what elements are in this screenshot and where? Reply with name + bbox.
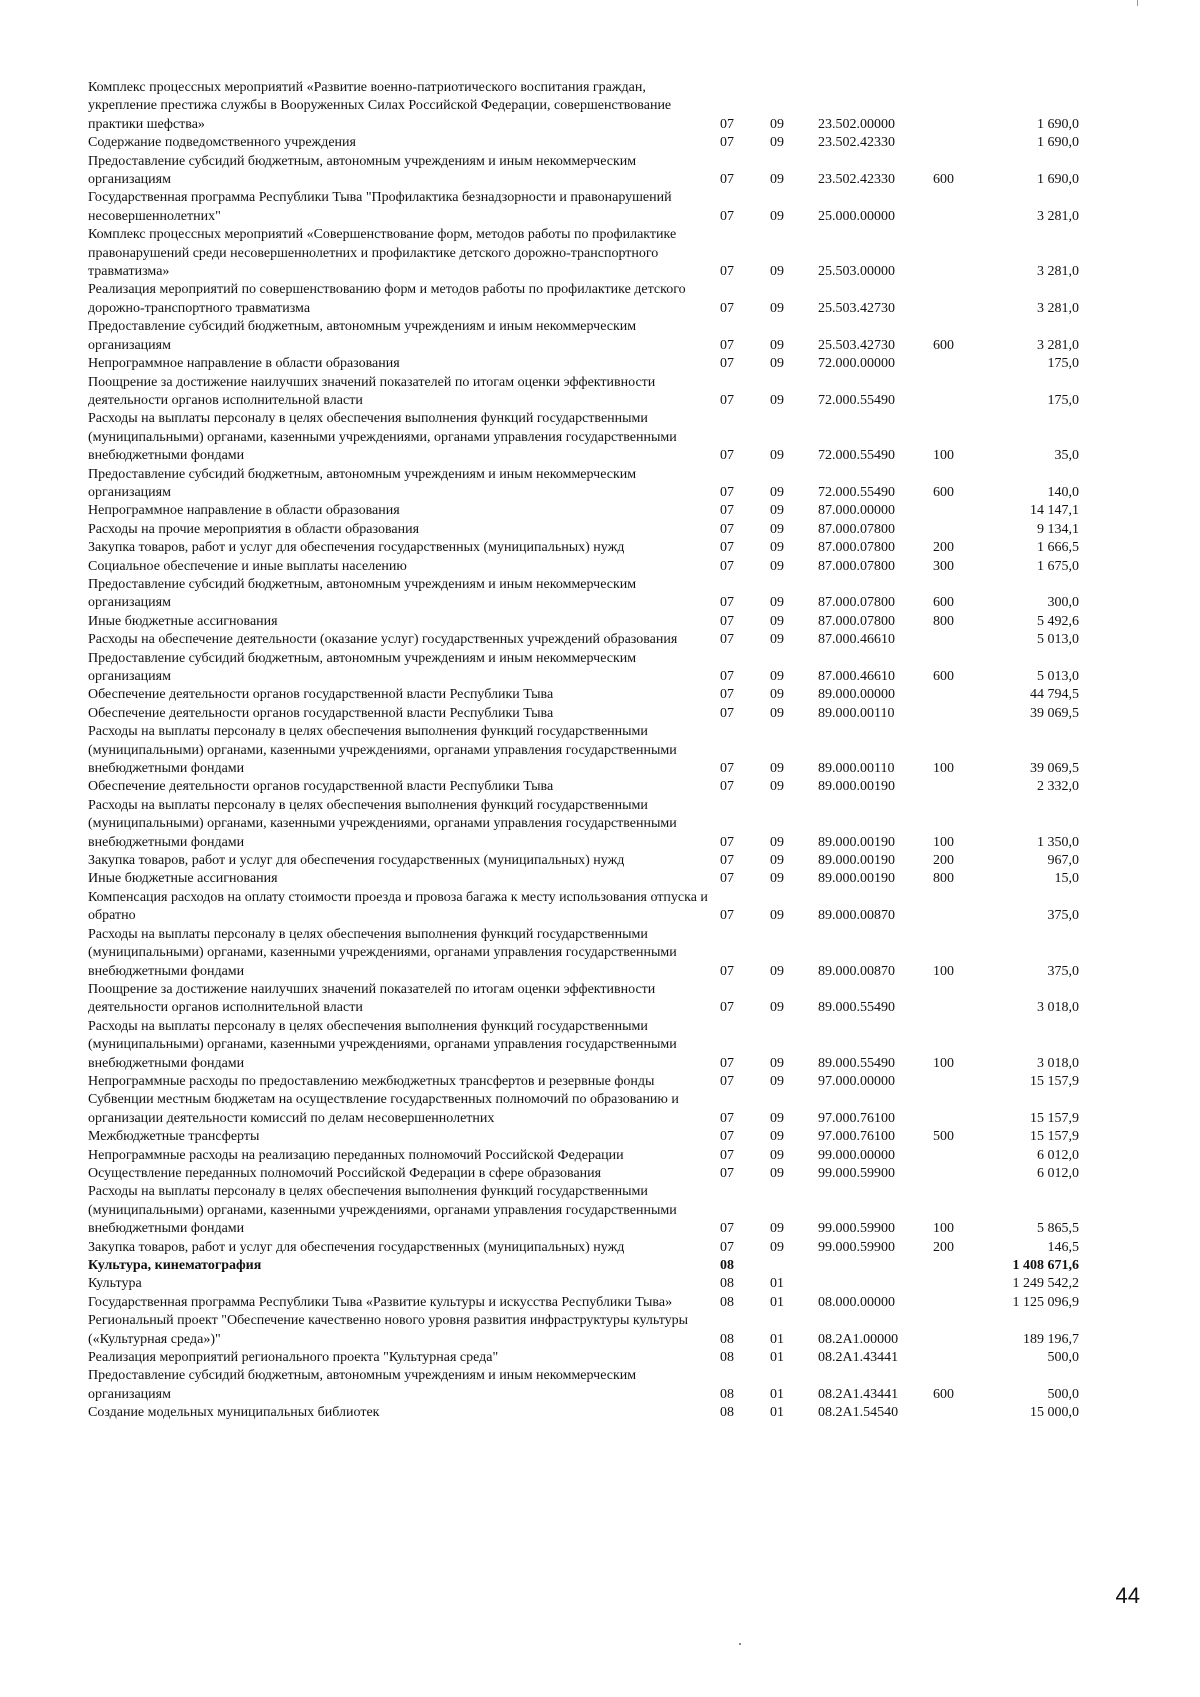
row-subsection: 09 (770, 908, 784, 924)
row-section: 07 (720, 705, 734, 721)
table-row (88, 502, 1128, 520)
row-target-article: 89.000.00190 (818, 853, 895, 869)
table-row (88, 981, 1128, 1018)
row-section: 07 (720, 779, 734, 795)
row-subsection: 09 (770, 632, 784, 648)
row-amount: 2 332,0 (1037, 779, 1079, 795)
row-amount: 300,0 (1047, 595, 1079, 611)
row-name: Поощрение за достижение наилучших значений показателей по итогам оценки эффективности деятельности органов исполнительной власти (88, 374, 656, 408)
row-expense-type: 600 (933, 595, 954, 611)
row-amount: 375,0 (1047, 963, 1079, 979)
row-target-article: 89.000.00190 (818, 834, 895, 850)
row-name: Обеспечение деятельности органов государственной власти Республики Тыва (88, 779, 554, 795)
row-amount: 3 018,0 (1037, 1055, 1079, 1071)
row-subsection: 09 (770, 484, 784, 500)
row-subsection: 01 (770, 1294, 784, 1310)
row-name: Обеспечение деятельности органов государственной власти Республики Тыва (88, 705, 554, 721)
row-amount: 146,5 (1047, 1239, 1079, 1255)
row-section: 07 (720, 1129, 734, 1145)
row-amount: 3 018,0 (1037, 1000, 1079, 1016)
row-target-article: 23.502.42330 (818, 135, 895, 151)
row-section: 08 (720, 1405, 734, 1421)
row-name: Содержание подведомственного учреждения (88, 135, 356, 151)
row-name: Расходы на выплаты персоналу в целях обеспечения выполнения функций государственными (муниципальными) органами, казенными учреждениями, органами управления государственными внебюджетными фондами (88, 1018, 677, 1071)
row-section: 07 (720, 595, 734, 611)
row-amount: 15,0 (1054, 871, 1079, 887)
row-name: Непрограммные расходы на реализацию переданных полномочий Российской Федерации (88, 1147, 624, 1163)
row-target-article: 72.000.00000 (818, 356, 895, 372)
row-amount: 6 012,0 (1037, 1165, 1079, 1181)
table-row (88, 723, 1128, 778)
row-target-article: 87.000.46610 (818, 669, 895, 684)
row-amount: 5 013,0 (1037, 632, 1079, 648)
row-target-article: 25.503.00000 (818, 264, 895, 280)
row-name: Предоставление субсидий бюджетным, автономным учреждениям и иным некоммерческим организациям (88, 650, 637, 684)
row-amount: 5 492,6 (1037, 613, 1079, 629)
row-amount: 375,0 (1047, 908, 1079, 924)
row-target-article: 99.000.00000 (818, 1147, 895, 1163)
table-row (88, 1128, 1128, 1146)
table-row (88, 1294, 1128, 1312)
row-name: Компенсация расходов на оплату стоимости проезда и провоза багажа к месту использования отпуска и обратно (88, 889, 708, 924)
row-section: 07 (720, 908, 734, 924)
table-row (88, 558, 1128, 576)
table-row (88, 1349, 1128, 1367)
row-expense-type: 600 (933, 669, 954, 684)
row-section: 08 (720, 1258, 734, 1273)
row-section: 07 (720, 834, 734, 850)
row-amount: 9 134,1 (1037, 521, 1079, 537)
row-name: Предоставление субсидий бюджетным, автономным учреждениям и иным некоммерческим организациям (88, 466, 637, 500)
scan-mark (1137, 0, 1138, 6)
row-target-article: 89.000.00110 (818, 705, 895, 721)
row-name: Непрограммное направление в области образования (88, 356, 400, 372)
row-target-article: 87.000.07800 (818, 521, 895, 537)
row-amount: 15 157,9 (1030, 1110, 1079, 1126)
row-expense-type: 600 (933, 1386, 954, 1402)
row-name: Осуществление переданных полномочий Российской Федерации в сфере образования (88, 1165, 602, 1181)
row-name: Межбюджетные трансферты (88, 1129, 260, 1145)
row-target-article: 89.000.00110 (818, 761, 895, 777)
table-row (88, 1367, 1128, 1404)
table-row (88, 79, 1128, 134)
row-target-article: 89.000.00870 (818, 963, 895, 979)
row-section: 07 (720, 1221, 734, 1237)
row-subsection: 09 (770, 1055, 784, 1071)
row-name: Предоставление субсидий бюджетным, автономным учреждениям и иным некоммерческим организациям (88, 319, 637, 353)
row-name: Иные бюджетные ассигнования (88, 613, 278, 629)
table-row (88, 226, 1128, 281)
row-section: 07 (720, 1110, 734, 1126)
row-amount: 1 666,5 (1037, 540, 1079, 556)
row-target-article: 72.000.55490 (818, 392, 895, 408)
row-section: 07 (720, 1239, 734, 1255)
row-section: 07 (720, 135, 734, 151)
row-subsection: 01 (770, 1386, 784, 1402)
table-row (88, 521, 1128, 539)
row-target-article: 25.503.42730 (818, 337, 895, 353)
row-name: Закупка товаров, работ и услуг для обеспечения государственных (муниципальных) нужд (88, 540, 625, 556)
row-target-article: 23.502.00000 (818, 116, 895, 132)
row-target-article: 89.000.55490 (818, 1055, 895, 1071)
table-row (88, 926, 1128, 981)
row-section: 07 (720, 392, 734, 408)
row-amount: 175,0 (1047, 392, 1079, 408)
table-row (88, 650, 1128, 687)
row-name: Реализация мероприятий по совершенствованию форм и методов работы по профилактике детского дорожно-транспортного травматизма (88, 282, 686, 316)
row-section: 07 (720, 448, 734, 464)
row-name: Комплекс процессных мероприятий «Развитие военно-патриотического воспитания граждан, укрепление престижа службы в Вооруженных Силах Российской Федерации, совершенствование практики шефства» (88, 80, 672, 132)
table-row (88, 1257, 1128, 1275)
row-amount: 175,0 (1047, 356, 1079, 372)
row-target-article: 87.000.07800 (818, 595, 895, 611)
row-section: 07 (720, 484, 734, 500)
table-row (88, 1091, 1128, 1128)
table-row (88, 613, 1128, 631)
row-expense-type: 600 (933, 484, 954, 500)
row-amount: 189 196,7 (1023, 1331, 1079, 1347)
row-subsection: 09 (770, 853, 784, 869)
row-subsection: 09 (770, 834, 784, 850)
row-subsection: 09 (770, 669, 784, 684)
row-amount: 967,0 (1047, 853, 1079, 869)
row-subsection: 09 (770, 300, 784, 316)
row-expense-type: 200 (933, 1239, 954, 1255)
row-section: 07 (720, 208, 734, 224)
row-section: 07 (720, 172, 734, 188)
row-subsection: 09 (770, 1165, 784, 1181)
row-target-article: 87.000.07800 (818, 558, 895, 574)
table-row (88, 374, 1128, 411)
row-subsection: 09 (770, 356, 784, 372)
row-section: 07 (720, 687, 734, 703)
row-expense-type: 100 (933, 834, 954, 850)
row-name: Социальное обеспечение и иные выплаты населению (88, 558, 407, 574)
row-name: Субвенции местным бюджетам на осуществление государственных полномочий по образованию и организации деятельности комиссий по делам несовершеннолетних (88, 1092, 679, 1126)
row-subsection: 09 (770, 1073, 784, 1089)
row-target-article: 99.000.59900 (818, 1239, 895, 1255)
row-target-article: 99.000.59900 (818, 1221, 895, 1237)
row-amount: 3 281,0 (1037, 300, 1079, 316)
row-section: 07 (720, 1147, 734, 1163)
row-name: Закупка товаров, работ и услуг для обеспечения государственных (муниципальных) нужд (88, 1239, 625, 1255)
row-target-article: 89.000.00190 (818, 779, 895, 795)
row-amount: 3 281,0 (1037, 208, 1079, 224)
row-name: Расходы на выплаты персоналу в целях обеспечения выполнения функций государственными (муниципальными) органами, казенными учреждениями, органами управления государственными внебюджетными фондами (88, 724, 677, 777)
row-target-article: 87.000.07800 (818, 613, 895, 629)
row-target-article: 72.000.55490 (818, 484, 895, 500)
row-section: 07 (720, 1055, 734, 1071)
table-row (88, 153, 1128, 190)
row-expense-type: 200 (933, 540, 954, 556)
row-subsection: 09 (770, 871, 784, 887)
page-number: 44 (1115, 1583, 1140, 1608)
row-subsection: 09 (770, 1239, 784, 1255)
row-section: 07 (720, 1073, 734, 1089)
row-section: 07 (720, 613, 734, 629)
row-target-article: 25.000.00000 (818, 208, 895, 224)
row-subsection: 09 (770, 116, 784, 132)
row-name: Культура, кинематография (88, 1258, 262, 1273)
row-expense-type: 100 (933, 1055, 954, 1071)
row-amount: 500,0 (1047, 1350, 1079, 1366)
row-expense-type: 100 (933, 1221, 954, 1237)
row-section: 07 (720, 558, 734, 574)
row-amount: 1 675,0 (1037, 558, 1079, 574)
table-row (88, 281, 1128, 318)
row-section: 07 (720, 356, 734, 372)
row-target-article: 89.000.55490 (818, 1000, 895, 1016)
row-section: 07 (720, 337, 734, 353)
row-target-article: 89.000.00190 (818, 871, 895, 887)
row-subsection: 09 (770, 392, 784, 408)
row-target-article: 08.2А1.00000 (818, 1331, 899, 1347)
row-subsection: 09 (770, 1000, 784, 1016)
row-name: Расходы на выплаты персоналу в целях обеспечения выполнения функций государственными (муниципальными) органами, казенными учреждениями, органами управления государственными внебюджетными фондами (88, 926, 677, 979)
row-name: Иные бюджетные ассигнования (88, 871, 278, 887)
row-name: Расходы на обеспечение деятельности (оказание услуг) государственных учреждений образования (88, 632, 678, 648)
row-section: 07 (720, 264, 734, 280)
row-subsection: 09 (770, 613, 784, 629)
row-amount: 6 012,0 (1037, 1147, 1079, 1163)
row-section: 07 (720, 300, 734, 316)
row-subsection: 01 (770, 1350, 784, 1366)
row-subsection: 09 (770, 1129, 784, 1145)
row-target-article: 97.000.00000 (818, 1073, 895, 1089)
row-target-article: 87.000.00000 (818, 503, 895, 519)
row-section: 07 (720, 521, 734, 537)
table-row (88, 134, 1128, 152)
row-section: 07 (720, 116, 734, 132)
table-row (88, 778, 1128, 796)
table-row (88, 318, 1128, 355)
row-name: Расходы на выплаты персоналу в целях обеспечения выполнения функций государственными (муниципальными) органами, казенными учреждениями, органами управления государственными внебюджетными фондами (88, 411, 677, 464)
row-name: Предоставление субсидий бюджетным, автономным учреждениям и иным некоммерческим организациям (88, 1368, 637, 1402)
row-expense-type: 800 (933, 871, 954, 887)
row-name: Региональный проект "Обеспечение качественно нового уровня развития инфраструктуры культуры («Культурная среда»)" (88, 1313, 689, 1347)
row-amount: 39 069,5 (1030, 705, 1079, 721)
row-section: 07 (720, 1000, 734, 1016)
row-subsection: 09 (770, 1110, 784, 1126)
row-target-article: 87.000.46610 (818, 632, 895, 648)
row-name: Реализация мероприятий регионального проекта "Культурная среда" (88, 1350, 499, 1366)
row-target-article: 72.000.55490 (818, 448, 895, 464)
row-subsection: 09 (770, 963, 784, 979)
row-target-article: 97.000.76100 (818, 1110, 895, 1126)
row-expense-type: 100 (933, 448, 954, 464)
row-subsection: 01 (770, 1405, 784, 1421)
row-subsection: 09 (770, 761, 784, 777)
row-subsection: 09 (770, 135, 784, 151)
row-amount: 35,0 (1054, 448, 1079, 464)
table-row (88, 1404, 1128, 1422)
row-amount: 3 281,0 (1037, 337, 1079, 353)
row-subsection: 09 (770, 172, 784, 188)
table-row (88, 631, 1128, 649)
row-amount: 1 690,0 (1037, 116, 1079, 132)
row-expense-type: 100 (933, 761, 954, 777)
row-expense-type: 500 (933, 1129, 954, 1145)
row-section: 08 (720, 1331, 734, 1347)
row-section: 07 (720, 632, 734, 648)
row-amount: 44 794,5 (1030, 687, 1079, 703)
row-subsection: 09 (770, 503, 784, 519)
row-section: 07 (720, 963, 734, 979)
row-section: 08 (720, 1294, 734, 1310)
row-section: 07 (720, 503, 734, 519)
row-subsection: 09 (770, 1147, 784, 1163)
row-target-article: 23.502.42330 (818, 172, 895, 188)
row-amount: 140,0 (1047, 484, 1079, 500)
table-row (88, 466, 1128, 503)
row-subsection: 09 (770, 687, 784, 703)
row-target-article: 08.000.00000 (818, 1294, 895, 1310)
row-subsection: 09 (770, 337, 784, 353)
row-amount: 1 690,0 (1037, 135, 1079, 151)
row-amount: 1 690,0 (1037, 172, 1079, 188)
row-section: 08 (720, 1350, 734, 1366)
table-row (88, 1239, 1128, 1257)
row-section: 08 (720, 1386, 734, 1402)
row-target-article: 89.000.00870 (818, 908, 895, 924)
row-section: 08 (720, 1276, 734, 1292)
row-amount: 500,0 (1047, 1386, 1079, 1402)
row-section: 07 (720, 853, 734, 869)
table-row (88, 355, 1128, 373)
row-name: Предоставление субсидий бюджетным, автономным учреждениям и иным некоммерческим организациям (88, 153, 637, 188)
row-subsection: 09 (770, 595, 784, 611)
row-section: 07 (720, 540, 734, 556)
row-amount: 15 157,9 (1030, 1129, 1079, 1145)
row-amount: 3 281,0 (1037, 264, 1079, 280)
row-expense-type: 300 (933, 558, 954, 574)
row-name: Непрограммное направление в области образования (88, 503, 400, 519)
row-name: Культура (88, 1276, 142, 1292)
row-subsection: 01 (770, 1276, 784, 1292)
row-subsection: 09 (770, 558, 784, 574)
row-name: Расходы на прочие мероприятия в области образования (88, 521, 420, 537)
table-row (88, 797, 1128, 852)
row-target-article: 08.2А1.43441 (818, 1386, 899, 1402)
budget-table (88, 79, 1128, 1423)
row-target-article: 08.2А1.43441 (818, 1350, 899, 1366)
table-row (88, 1073, 1128, 1091)
row-subsection: 09 (770, 779, 784, 795)
row-subsection: 09 (770, 264, 784, 280)
table-row (88, 1183, 1128, 1238)
row-name: Расходы на выплаты персоналу в целях обеспечения выполнения функций государственными (муниципальными) органами, казенными учреждениями, органами управления государственными внебюджетными фондами (88, 797, 677, 850)
row-amount: 1 125 096,9 (1012, 1294, 1079, 1310)
row-amount: 15 157,9 (1030, 1073, 1079, 1089)
row-expense-type: 200 (933, 853, 954, 869)
row-name: Закупка товаров, работ и услуг для обеспечения государственных (муниципальных) нужд (88, 853, 625, 869)
row-section: 07 (720, 761, 734, 777)
table-row (88, 852, 1128, 870)
row-target-article: 25.503.42730 (818, 300, 895, 316)
row-amount: 1 249 542,2 (1012, 1276, 1079, 1292)
table-row (88, 1312, 1128, 1349)
row-subsection: 09 (770, 448, 784, 464)
table-row (88, 1275, 1128, 1293)
row-amount: 5 013,0 (1037, 669, 1079, 684)
row-name: Непрограммные расходы по предоставлению межбюджетных трансфертов и резервные фонды (88, 1073, 655, 1089)
row-subsection: 09 (770, 208, 784, 224)
row-amount: 14 147,1 (1030, 503, 1079, 519)
table-row (88, 1165, 1128, 1183)
row-amount: 5 865,5 (1037, 1221, 1079, 1237)
table-row (88, 1018, 1128, 1073)
row-section: 07 (720, 1165, 734, 1181)
row-name: Предоставление субсидий бюджетным, автономным учреждениям и иным некоммерческим организациям (88, 576, 637, 611)
row-subsection: 09 (770, 540, 784, 556)
row-section: 07 (720, 669, 734, 684)
row-amount: 1 350,0 (1037, 834, 1079, 850)
row-subsection: 09 (770, 521, 784, 537)
row-expense-type: 100 (933, 963, 954, 979)
row-section: 07 (720, 871, 734, 887)
table-row (88, 889, 1128, 926)
table-row (88, 410, 1128, 465)
row-name: Государственная программа Республики Тыва "Профилактика безнадзорности и правонарушений несовершеннолетних" (88, 190, 672, 224)
row-name: Поощрение за достижение наилучших значений показателей по итогам оценки эффективности деятельности органов исполнительной власти (88, 981, 656, 1016)
row-name: Создание модельных муниципальных библиотек (88, 1405, 380, 1421)
table-row (88, 539, 1128, 557)
row-target-article: 89.000.00000 (818, 687, 895, 703)
table-row (88, 1147, 1128, 1165)
row-target-article: 08.2А1.54540 (818, 1405, 899, 1421)
row-name: Обеспечение деятельности органов государственной власти Республики Тыва (88, 687, 554, 703)
table-row (88, 705, 1128, 723)
row-subsection: 09 (770, 705, 784, 721)
row-expense-type: 600 (933, 337, 954, 353)
table-row (88, 576, 1128, 613)
table-row (88, 686, 1128, 704)
row-target-article: 87.000.07800 (818, 540, 895, 556)
scan-dot (739, 1643, 741, 1645)
row-target-article: 97.000.76100 (818, 1129, 895, 1145)
row-amount: 39 069,5 (1030, 761, 1079, 777)
row-amount: 15 000,0 (1030, 1405, 1079, 1421)
row-amount: 1 408 671,6 (1012, 1258, 1079, 1273)
row-subsection: 09 (770, 1221, 784, 1237)
table-row (88, 189, 1128, 226)
table-row (88, 870, 1128, 888)
row-name: Комплекс процессных мероприятий «Совершенствование форм, методов работы по профилактике правонарушений среди несовершеннолетних и профилактике детского дорожно-транспортного травматизма» (88, 227, 677, 280)
row-subsection: 01 (770, 1331, 784, 1347)
row-name: Государственная программа Республики Тыва «Развитие культуры и искусства Республики Тыва» (88, 1294, 673, 1310)
row-expense-type: 800 (933, 613, 954, 629)
row-target-article: 99.000.59900 (818, 1165, 895, 1181)
row-name: Расходы на выплаты персоналу в целях обеспечения выполнения функций государственными (муниципальными) органами, казенными учреждениями, органами управления государственными внебюджетными фондами (88, 1184, 677, 1237)
row-expense-type: 600 (933, 172, 954, 188)
